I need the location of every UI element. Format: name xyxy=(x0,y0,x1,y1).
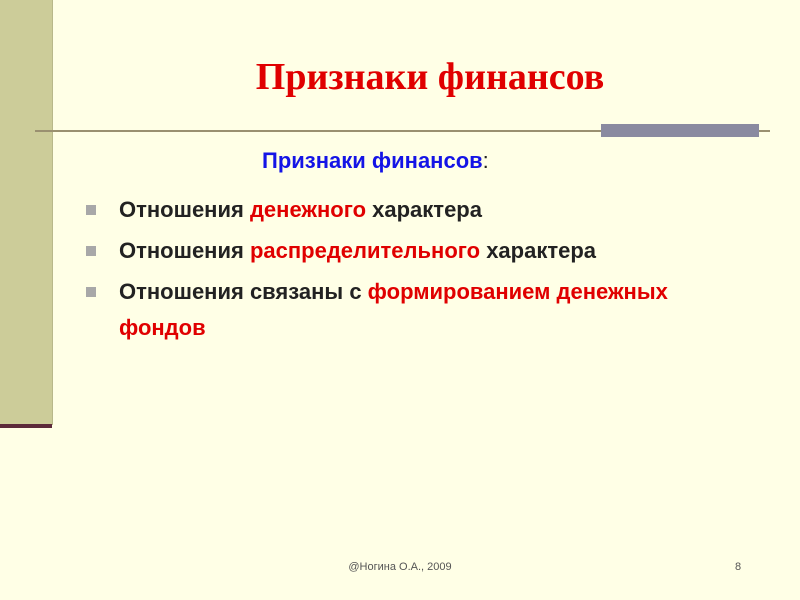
bullet-accent: распределительного xyxy=(249,238,481,263)
bullet-accent: денежного xyxy=(249,197,367,222)
subheading xyxy=(262,148,489,174)
square-bullet-icon xyxy=(86,246,96,256)
bullet-item xyxy=(85,192,745,228)
subheading-colon: : xyxy=(482,148,489,173)
bullet-list xyxy=(85,192,745,351)
sidebar-rule xyxy=(0,424,52,428)
sidebar-band xyxy=(0,0,53,425)
footer-credit: @Ногина О.А., 2009 xyxy=(348,561,452,573)
title-divider-accent xyxy=(601,124,759,137)
square-bullet-icon xyxy=(86,205,96,215)
bullet-text: характера xyxy=(480,238,597,263)
subheading-text: Признаки финансов xyxy=(262,148,483,173)
slide-title: Признаки финансов xyxy=(255,56,605,98)
page-number: 8 xyxy=(735,561,742,573)
bullet-accent: формированием денежных фондов xyxy=(119,279,668,340)
bullet-text: Отношения xyxy=(119,197,250,222)
bullet-item xyxy=(85,274,745,346)
square-bullet-icon xyxy=(86,287,96,297)
bullet-text: характера xyxy=(366,197,482,222)
bullet-text: Отношения xyxy=(119,238,250,263)
bullet-text: Отношения связаны с xyxy=(119,279,368,304)
bullet-item xyxy=(85,233,745,269)
